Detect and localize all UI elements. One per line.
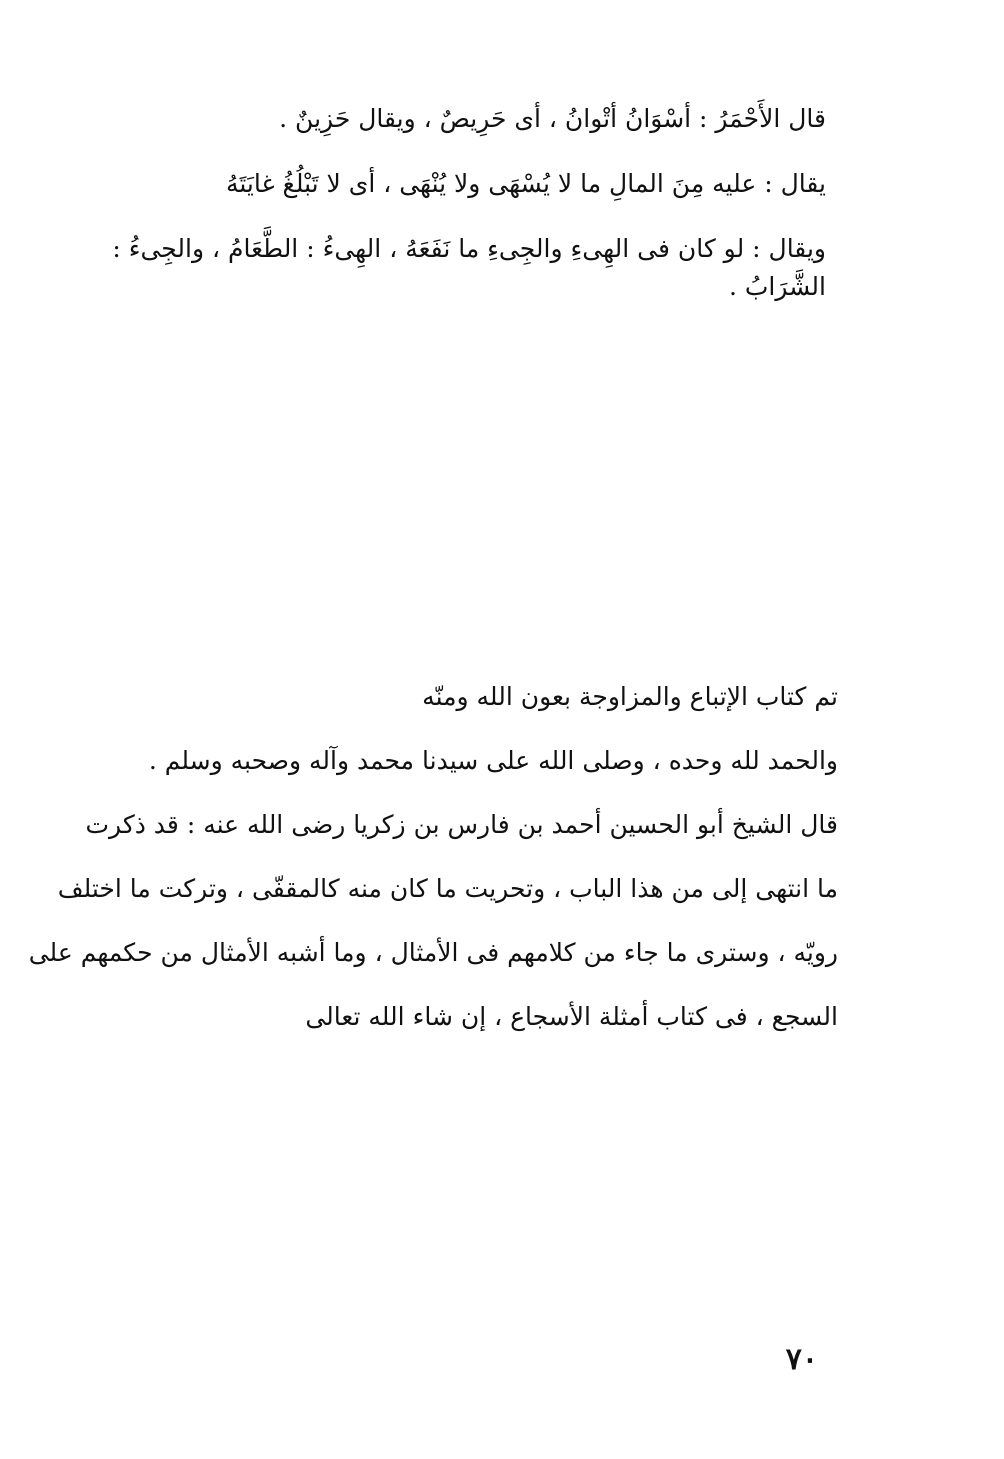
colophon-line: ما انتهى إلى من هذا الباب ، وتحريت ما كان منه كالمقفّى ، وتركت ما اختلف [57, 874, 838, 903]
entry-line: قال الأَحْمَرُ : أسْوَانُ أتْوانُ ، أى حَرِيصٌ ، ويقال حَزِينٌ . [279, 104, 826, 133]
entry-line: ويقال : لو كان فى الهِىءِ والجِىءِ ما نَفَعَهُ ، الهِىءُ : الطَّعَامُ ، والجِىءُ : [112, 234, 826, 263]
colophon-line: قال الشيخ أبو الحسين أحمد بن فارس بن زكريا رضى الله عنه : قد ذكرت [85, 810, 838, 839]
colophon-line: تم كتاب الإتباع والمزاوجة بعون الله ومنّه [422, 682, 838, 711]
colophon-line: رويّه ، وسترى ما جاء من كلامهم فى الأمثال ، وما أشبه الأمثال من حكمهم على [28, 938, 838, 967]
entry-line: الشَّرَابُ . [728, 272, 826, 301]
colophon-line: السجع ، فى كتاب أمثلة الأسجاع ، إن شاء الله تعالى [305, 1002, 838, 1031]
colophon [28, 682, 838, 1066]
entry-line: يقال : عليه مِنَ المالِ ما لا يُسْهَى ولا يُنْهَى ، أى لا تَبْلُغُ غايَتَهُ [225, 169, 826, 198]
colophon-line: والحمد لله وحده ، وصلى الله على سيدنا محمد وآله وصحبه وسلم . [148, 746, 838, 775]
dictionary-entries [106, 104, 826, 337]
page-number: ٧٠ [785, 1342, 818, 1377]
